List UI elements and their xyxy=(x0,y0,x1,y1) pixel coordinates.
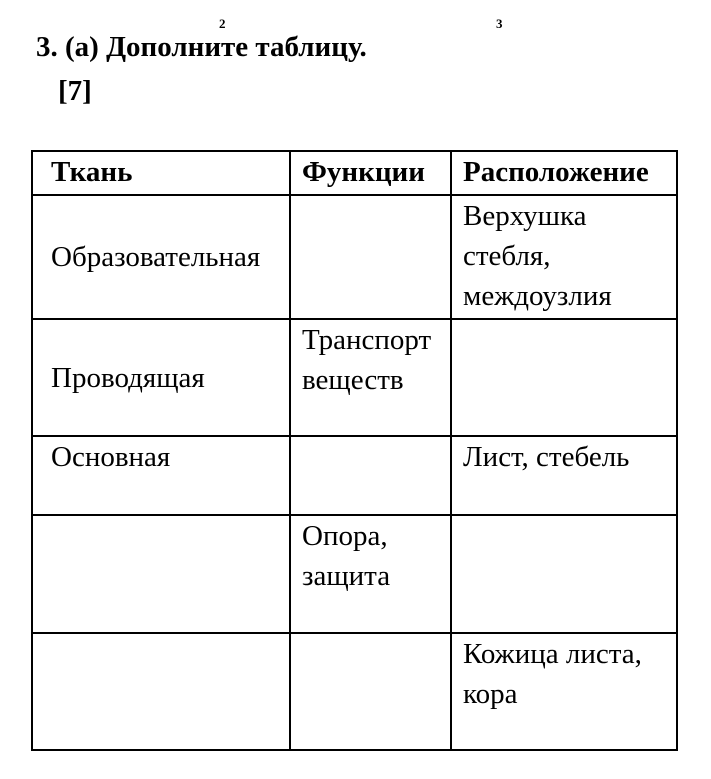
cell-function xyxy=(290,633,451,750)
cell-location: Кожица листа, кора xyxy=(451,633,677,750)
cell-function xyxy=(290,195,451,319)
header-functions: Функции xyxy=(290,151,451,195)
cell-location xyxy=(451,515,677,633)
header-tissue: Ткань xyxy=(32,151,290,195)
superscript-2: 2 xyxy=(219,16,226,31)
cell-function: Опора, защита xyxy=(290,515,451,633)
question-title: 3. (a) Дополните таблицу. xyxy=(36,31,367,63)
header-location: Расположение xyxy=(451,151,677,195)
cell-function xyxy=(290,436,451,515)
table-row xyxy=(32,195,677,319)
cell-location: Верхушка стебля, междоузлия xyxy=(451,195,677,319)
cell-location xyxy=(451,319,677,436)
cell-tissue: Образовательная xyxy=(32,195,290,319)
cell-tissue: Основная xyxy=(32,436,290,515)
table-row xyxy=(32,633,677,750)
table-header-row xyxy=(32,151,677,195)
table-row xyxy=(32,436,677,515)
cell-tissue xyxy=(32,515,290,633)
question-marks: [7] xyxy=(58,75,92,107)
superscript-3: 3 xyxy=(496,16,503,31)
cell-tissue xyxy=(32,633,290,750)
cell-function: Транспорт веществ xyxy=(290,319,451,436)
cell-location: Лист, стебель xyxy=(451,436,677,515)
table-row xyxy=(32,515,677,633)
cell-tissue: Проводящая xyxy=(32,319,290,436)
table-row xyxy=(32,319,677,436)
tissue-table xyxy=(31,150,678,751)
